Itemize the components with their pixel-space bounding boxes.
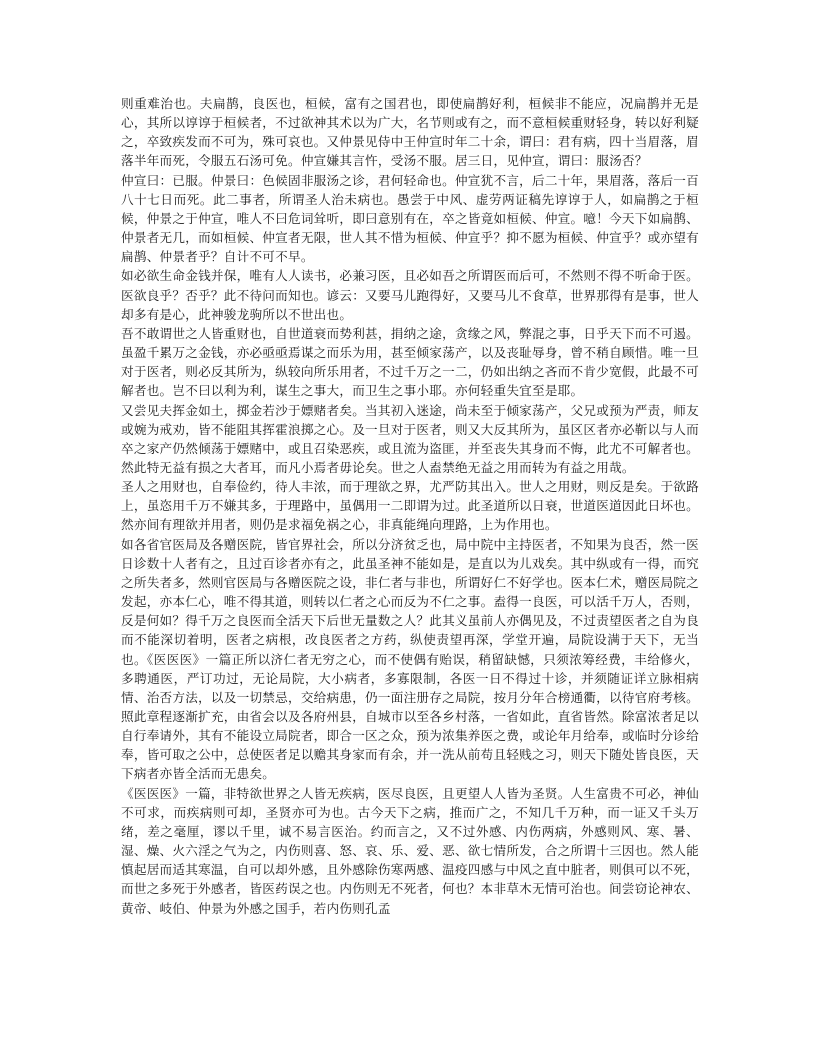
paragraph: 《医医医》一篇，非特欲世界之人皆无疾病，医尽良医，且更望人人皆为圣贤。人生富贵不可必，神仙不可求，而疾病则可却，圣贤亦可为也。古今天下之病，推而广之，不知几千万种，而一证又千头万绪，差之毫厘，谬以千里，诚不易言医治。约而言之，又不过外感、内伤两病，外感则风、寒、暑、湿、燥、火六淫之气为之，内伤则喜、怒、哀、乐、爱、恶、欲七情所发，合之所谓十三因也。然人能慎起居而适其寒温，自可以却外感，且外感除伤寒两感、温疫四感与中风之直中脏者，则俱可以不死，而世之多死于外感者，皆医药误之也。内伤则无不死者，何也？本非草木无情可治也。间尝窃论神农、黄帝、岐伯、仲景为外感之国手，若内伤则孔孟 — [121, 785, 699, 916]
paragraph: 仲宣曰：已服。仲景曰：色候固非服汤之诊，君何轻命也。仲宣犹不言，后二十年，果眉落，落后一百八十七日而死。此二事者，所谓圣人治未病也。愚尝于中风、虚劳两证稿先谆谆于人，如扁鹊之于桓候，仲景之于仲宣，唯人不曰危词耸听，即曰意别有在，卒之皆竟如桓候、仲宣。噫！今天下如扁鹊、仲景者无几，而如桓候、仲宣者无限，世人其不惜为桓候、仲宣乎？抑不愿为桓候、仲宣乎？或亦望有扁鹊、仲景者乎？自计不可不早。 — [121, 172, 699, 265]
paragraph: 吾不敢谓世之人皆重财也，自世道衰而势利甚，捐纳之途，贪缘之风，弊混之事，日乎天下而不可遏。虽盈千累万之金钱，亦必亟亟焉谋之而乐为用，甚至倾家荡产，以及丧耻辱身，曾不稍自顾惜。唯一旦对于医者，则必反其所为，纵较向所乐用者，不过千万之一二，仍如出纳之吝而不肯少宽假，此最不可解者也。岂不曰以利为利，谋生之事大，而卫生之事小耶。亦何轻重失宜至是耶。 — [121, 325, 699, 399]
paragraph: 又尝见夫挥金如土，掷金若沙于嫖赌者矣。当其初入迷途，尚未至于倾家荡产，父兄或预为严责，师友或婉为戒劝，皆不能阻其挥霍浪掷之心。及一旦对于医者，则又大反其所为，虽区区者亦必靳以与人而卒之家产仍然倾荡于嫖赌中，或且召染恶疾，或且流为盗匪，并至丧失其身而不悔，此尤不可解者也。然此特无益有损之大者耳，而凡小焉者毋论矣。世之人盍禁绝无益之用而转为有益之用哉。 — [121, 402, 699, 475]
paragraph: 如各省官医局及各赠医院，皆官界社会，所以分济贫乏也，局中院中主持医者，不知果为良否，然一医日诊数十人者有之，且过百诊者亦有之，此虽圣神不能如是，是直以为儿戏矣。其中纵或有一得，而究之所失者多，然则官医局与各赠医院之设，非仁者与非也，所谓好仁不好学也。医本仁术，赠医局院之发起，亦本仁心，唯不得其道，则转以仁者之心而反为不仁之事。盍得一良医，可以活千万人，否则，反是何如？得千万之良医而全活天下后世无量数之人？此其义虽前人亦偶见及，不过责望医者之自为良而不能深切着明，医者之病根，改良医者之方药，纵使责望再深，学堂开遍，局院设满于天下，无当也。《医医医》一篇正所以济仁者无穷之心，而不使偶有贻误，稍留缺憾，只须浓筹经费，丰给修火，多聘通医，严订功过，无论局院，大小病者，多寡限制，各医一日不得过十诊，并须随证详立脉相病情、治否方法，以及一切禁忌，交给病患，仍一面注册存之局院，按月分年合榜通衢，以待官府考核。 — [121, 536, 699, 705]
paragraph: 则重难治也。夫扁鹊，良医也，桓候，富有之国君也，即使扁鹊好利，桓候非不能应，况扁鹊并无是心，其所以谆谆于桓候者，不过欲神其术以为广大，名节则或有之，而不意桓候重财轻身，转以好利疑之，卒致疾发而不可为，殊可哀也。又仲景见侍中王仲宣时年二十余，谓曰：君有病，四十当眉落，眉落半年而死，令服五石汤可免。仲宣嫌其言忤，受汤不服。居三日，见仲宣，谓曰：服汤否？ — [121, 96, 699, 169]
paragraph: 圣人之用财也，自奉俭约，待人丰浓，而于理欲之界，尤严防其出入。世人之用财，则反是矣。于欲路上，虽恣用千万不嫌其多，于理路中，虽偶用一二即谓为过。此圣道所以日衰，世道医道因此日坏也。然亦间有理欲并用者，则仍是求福免祸之心，非真能绳向理路，上为作用也。 — [121, 479, 699, 533]
paragraph: 照此章程逐渐扩充，由省会以及各府州县，自城市以至各乡村落，一省如此，直省皆然。除富浓者足以自行奉请外，其有不能设立局院者，即合一区之众，预为浓集养医之费，或论年月给奉，或临时分诊给奉，皆可取之公中，总使医者足以赡其身家而有余，并一洗从前苟且轻贱之习，则天下随处皆良医，天下病者亦皆全活而无患矣。 — [121, 709, 699, 782]
paragraph: 如必欲生命金钱并保，唯有人人读书，必兼习医，且必如吾之所谓医而后可，不然则不得不听命于医。医欲良乎？否乎？此不待问而知也。谚云：又要马儿跑得好，又要马儿不食草，世界那得有是事，世人却多有是心，此神骏龙驹所以不世出也。 — [121, 268, 699, 322]
document-body — [121, 94, 699, 918]
